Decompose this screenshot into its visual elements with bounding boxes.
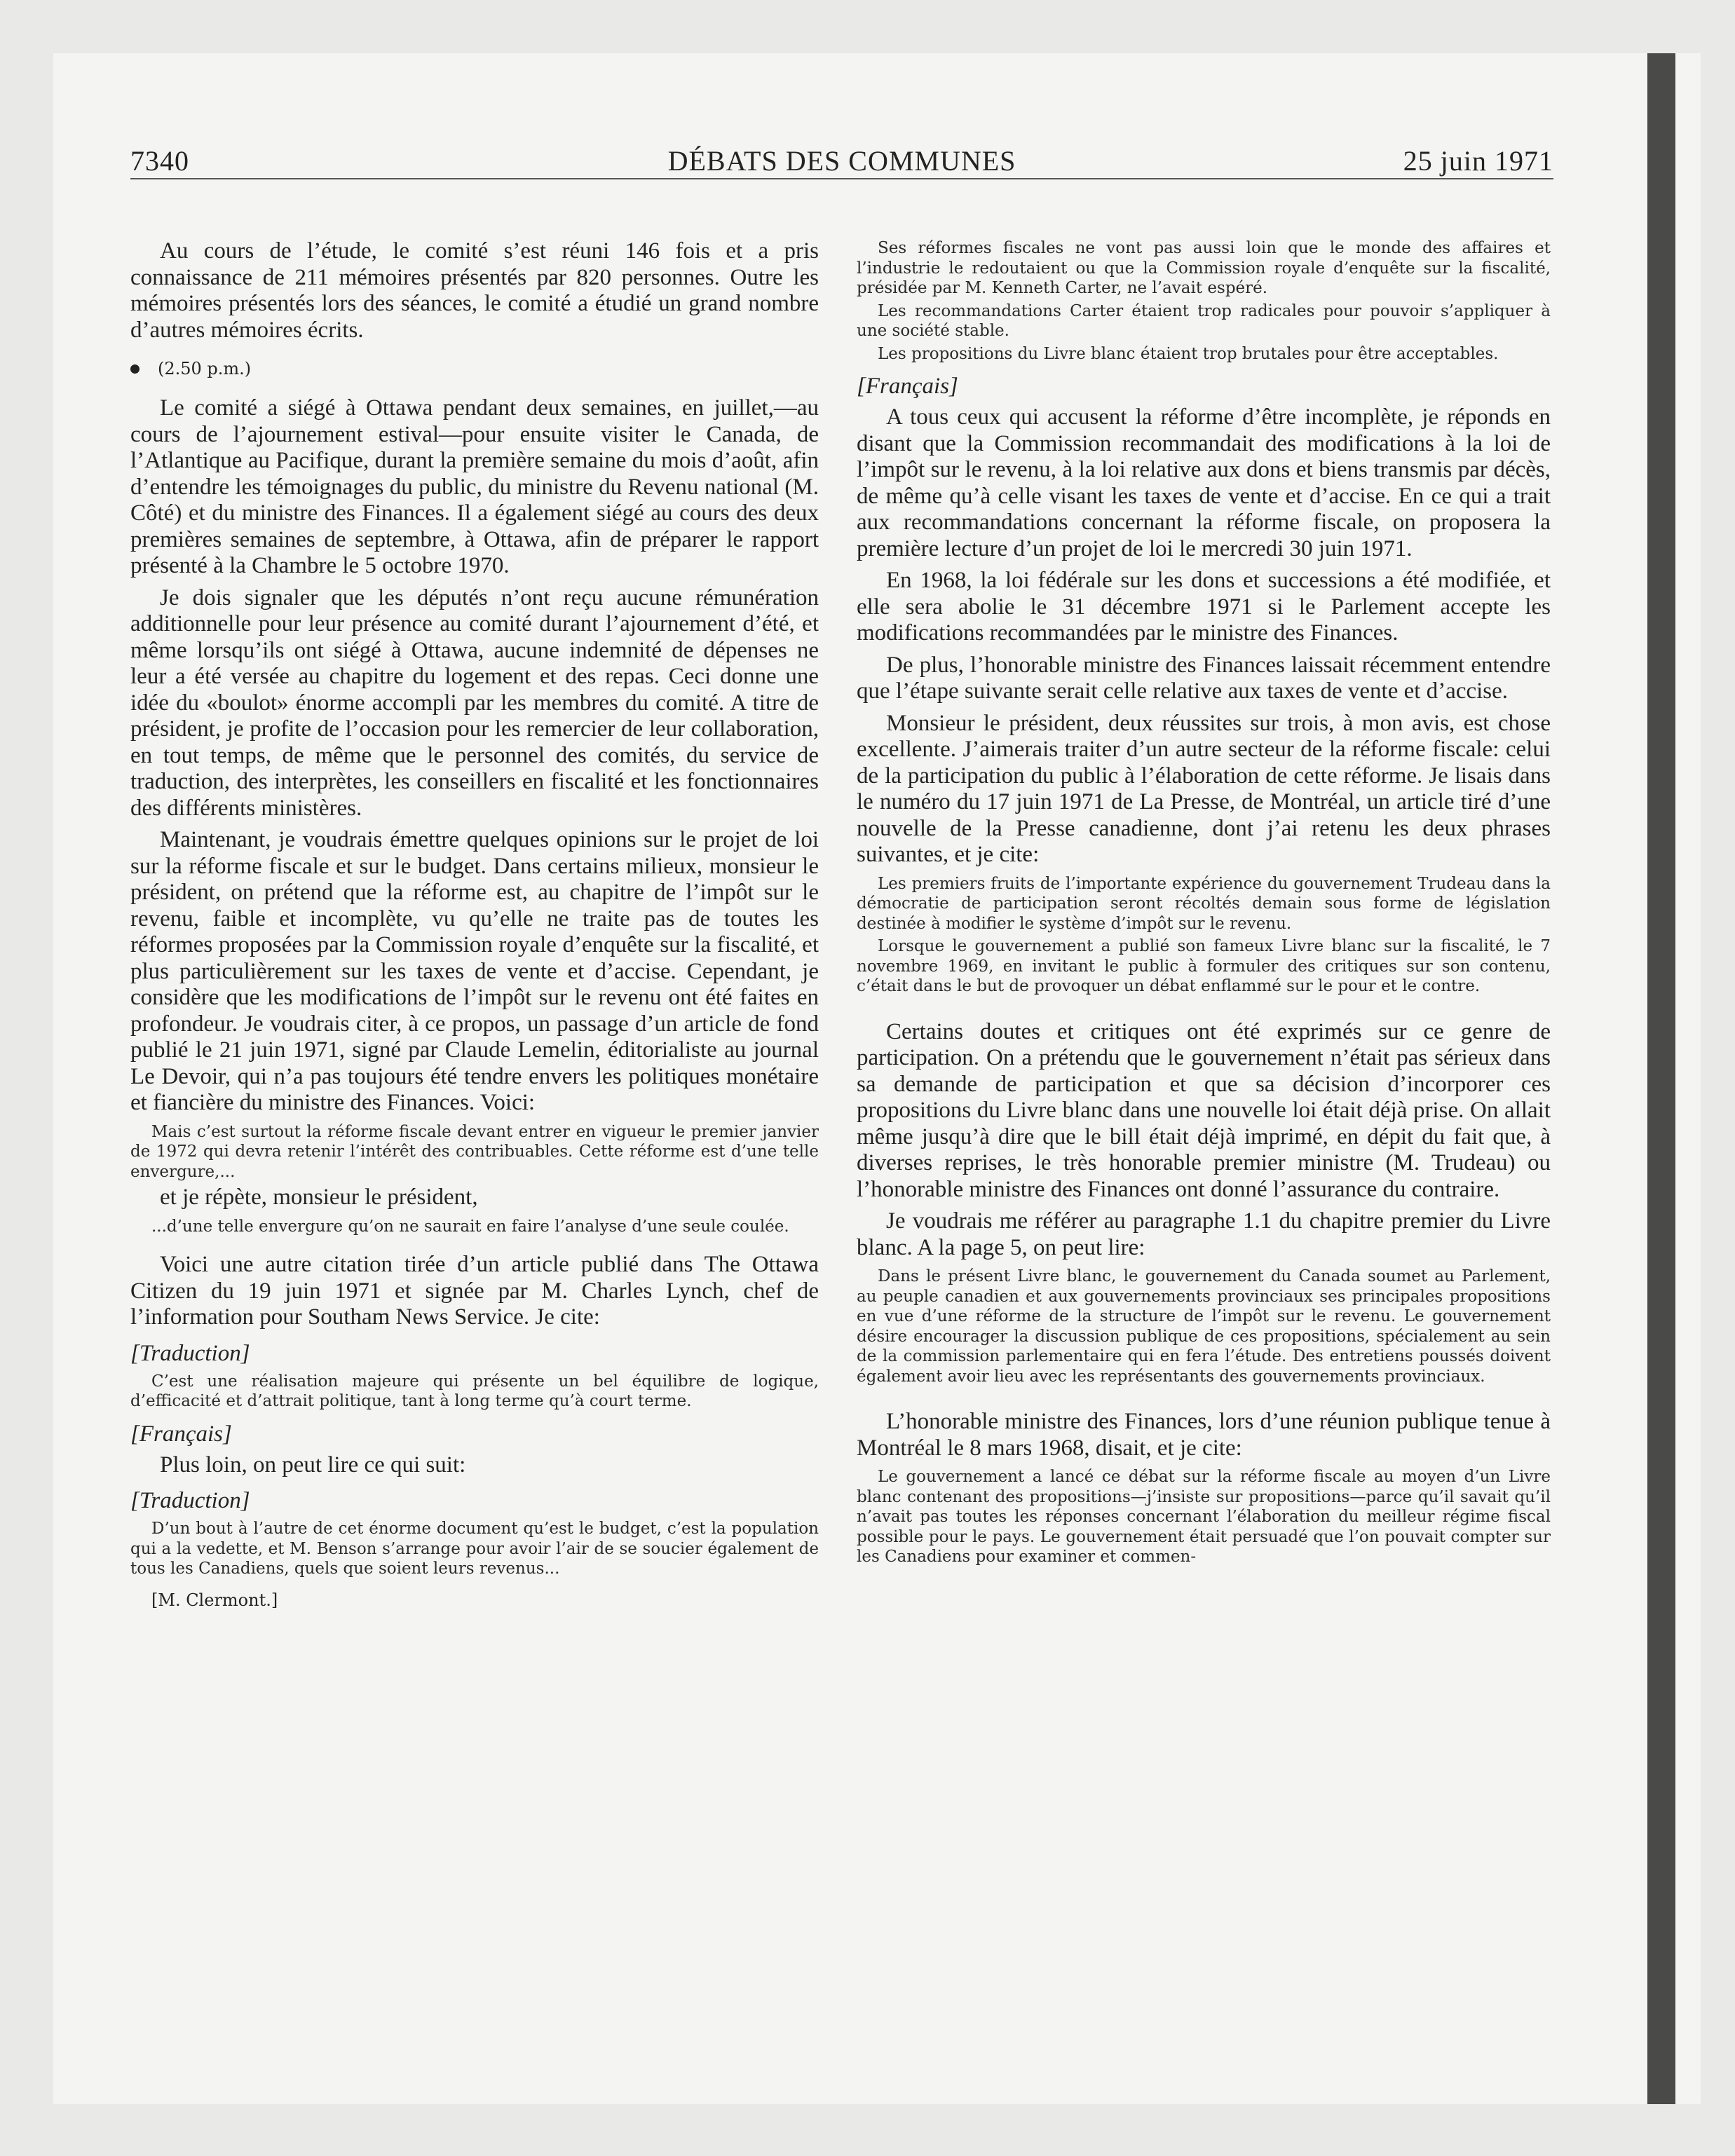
- page-header: [130, 144, 1553, 186]
- block-quote: Les recommandations Carter étaient trop radicales pour pouvoir s’appliquer à une société stable.: [857, 301, 1551, 340]
- paragraph: L’honorable ministre des Finances, lors d’une réunion publique tenue à Montréal le 8 mars 1968, disait, et je cite:: [857, 1409, 1551, 1461]
- paragraph: De plus, l’honorable ministre des Finances laissait récemment entendre que l’étape suivante serait celle relative aux taxes de vente et d’accise.: [857, 652, 1551, 704]
- paragraph: Le comité a siégé à Ottawa pendant deux semaines, en juillet,—au cours de l’ajournement estival—pour ensuite visiter le Canada, de l’Atlantique au Pacifique, durant la première semaine du mois d’août, afin d’entendre les témoignages du public, du ministre du Revenu national (M. Côté) et du ministre des Finances. Il a également siégé au cours des deux premières semaines de septembre, à Ottawa, afin de préparer le rapport présenté à la Chambre le 5 octobre 1970.: [130, 395, 819, 578]
- block-quote: Lorsque le gouvernement a publié son fameux Livre blanc sur la fiscalité, le 7 novembre 1969, en invitant le public à formuler des critiques sur son contenu, c’était dans le but de provoquer un débat enflammé sur le pour et le contre.: [857, 937, 1551, 995]
- running-title: DÉBATS DES COMMUNES: [667, 145, 1016, 177]
- paragraph: Je dois signaler que les députés n’ont reçu aucune rémunération additionnelle pour leur présence au comité durant l’ajournement d’été, et même lorsqu’ils ont siégé à Ottawa, aucune indemnité de dépenses ne leur a été versée au chapitre du logement et des repas. Ceci donne une idée du «boulot» énorme accompli par les membres du comité. A titre de président, je profite de l’occasion pour les remercier de leur collaboration, en tout temps, de même que le personnel des comités, du service de traduction, des interprètes, les conseillers en fiscalité et les fonctionnaires des différents ministères.: [130, 585, 819, 821]
- paragraph: En 1968, la loi fédérale sur les dons et successions a été modifiée, et elle sera abolie le 31 décembre 1971 si le Parlement accepte les modifications recommandées par le ministre des Finances.: [857, 568, 1551, 646]
- right-column: [857, 238, 1551, 1570]
- language-tag: [Français]: [130, 1421, 232, 1447]
- bullet-icon: [130, 364, 140, 374]
- time-stamp-text: (2.50 p.m.): [158, 359, 252, 378]
- paragraph: A tous ceux qui accusent la réforme d’être incomplète, je réponds en disant que la Commission recommandait des modifications à la loi de l’impôt sur le revenu, à la loi relative aux dons et biens transmis par décès, de même qu’à celle visant les taxes de vente et d’accise. En ce qui a trait aux recommandations concernant la réforme fiscale, on proposera la première lecture d’un projet de loi le mercredi 30 juin 1971.: [857, 404, 1551, 561]
- block-quote: Dans le présent Livre blanc, le gouvernement du Canada soumet au Parlement, au peuple canadien et aux gouvernements provinciaux ses principales propositions en vue d’une réforme de la structure de l’impôt sur le revenu. Le gouvernement désire encourager la discussion publique de ces propositions, spécialement au sein de la commission parlementaire qui en fera l’étude. Des entretiens poussés doivent également avoir lieu avec les représentants des gouvernements provinciaux.: [857, 1267, 1551, 1386]
- block-quote: Les propositions du Livre blanc étaient trop brutales pour être acceptables.: [878, 344, 1499, 363]
- left-column: [130, 238, 819, 1611]
- scan-edge-shadow: [1647, 53, 1675, 2104]
- language-tag: [Traduction]: [130, 1488, 250, 1513]
- language-tag: [Traduction]: [130, 1340, 250, 1366]
- block-quote: D’un bout à l’autre de cet énorme document qu’est le budget, c’est la population qui a la vedette, et M. Benson s’arrange pour avoir l’air de se soucier également de tous les Canadiens, quels que soient leurs revenus...: [130, 1520, 819, 1578]
- paragraph: et je répète, monsieur le président,: [160, 1185, 478, 1210]
- paragraph: Certains doutes et critiques ont été exprimés sur ce genre de participation. On a prétendu que le gouvernement n’était pas sérieux dans sa demande de participation et que sa décision d’incorporer ces propositions du Livre blanc dans une nouvelle loi était déjà prise. On allait même jusqu’à dire que le bill était déjà imprimé, en dépit du fait que, à diverses reprises, le très honorable premier ministre (M. Trudeau) ou l’honorable ministre des Finances ont donné l’assurance du contraire.: [857, 1018, 1551, 1202]
- paragraph: Plus loin, on peut lire ce qui suit:: [160, 1452, 466, 1478]
- header-date: 25 juin 1971: [1403, 145, 1553, 177]
- block-quote: Mais c’est surtout la réforme fiscale devant entrer en vigueur le premier janvier de 1972 qui devra retenir l’intérêt des contribuables. Cette réforme est d’une telle envergure,...: [130, 1122, 819, 1181]
- paragraph: Au cours de l’étude, le comité s’est réuni 146 fois et a pris connaissance de 211 mémoires présentés par 820 personnes. Outre les mémoires présentés lors des séances, le comité a étudié un grand nombre d’autres mémoires écrits.: [130, 238, 819, 343]
- block-quote: ...d’une telle envergure qu’on ne saurait en faire l’analyse d’une seule coulée.: [151, 1217, 789, 1236]
- paragraph: Maintenant, je voudrais émettre quelques opinions sur le projet de loi sur la réforme fiscale et sur le budget. Dans certains milieux, monsieur le président, on prétend que la réforme est, au chapitre de l’impôt sur le revenu, faible et incomplète, vu qu’elle ne traite pas de toutes les réformes proposées par la Commission royale d’enquête sur la fiscalité, et plus particulièrement sur les taxes de vente et d’accise. Cependant, je considère que les modifications de l’impôt sur le revenu ont été faites en profondeur. Je voudrais citer, à ce propos, un passage d’un article de fond publié le 21 juin 1971, signé par Claude Lemelin, éditorialiste au journal Le Devoir, qui n’a pas toujours été tendre envers les politiques monétaire et fiancière du ministre des Finances. Voici:: [130, 827, 819, 1115]
- language-tag: [Français]: [857, 374, 958, 399]
- page-number: 7340: [130, 145, 189, 177]
- time-stamp: [130, 357, 819, 380]
- block-quote: Les premiers fruits de l’importante expérience du gouvernement Trudeau dans la démocratie de participation seront récoltés demain sous forme de législation destinée à modifier le système d’impôt sur le revenu.: [857, 874, 1551, 933]
- header-rule: [130, 178, 1553, 179]
- speaker-attribution: [M. Clermont.]: [151, 1590, 278, 1610]
- paragraph: Monsieur le président, deux réussites sur trois, à mon avis, est chose excellente. J’aimerais traiter d’un autre secteur de la réforme fiscale: celui de la participation du public à l’élaboration de cette réforme. Je lisais dans le numéro du 17 juin 1971 de La Presse, de Montréal, un article tiré d’une nouvelle de la Presse canadienne, dont j’ai retenu les deux phrases suivantes, et je cite:: [857, 710, 1551, 867]
- paragraph: Voici une autre citation tirée d’un article publié dans The Ottawa Citizen du 19 juin 1971 et signée par M. Charles Lynch, chef de l’information pour Southam News Service. Je cite:: [130, 1252, 819, 1330]
- block-quote: Le gouvernement a lancé ce débat sur la réforme fiscale au moyen d’un Livre blanc contenant des propositions—j’insiste sur propositions—parce qu’il savait qu’il n’avait pas toutes les réponses concernant l’élaboration du meilleur régime fiscal possible pour le pays. Le gouvernement était persuadé que l’on pouvait compter sur les Canadiens pour examiner et commen-: [857, 1468, 1551, 1566]
- block-quote: Ses réformes fiscales ne vont pas aussi loin que le monde des affaires et l’industrie le redoutaient ou que la Commission royale d’enquête sur la fiscalité, présidée par M. Kenneth Carter, ne l’avait espéré.: [857, 239, 1551, 297]
- paragraph: Je voudrais me référer au paragraphe 1.1 du chapitre premier du Livre blanc. A la page 5, on peut lire:: [857, 1208, 1551, 1260]
- block-quote: C’est une réalisation majeure qui présente un bel équilibre de logique, d’efficacité et d’attrait politique, tant à long terme qu’à court terme.: [130, 1372, 819, 1410]
